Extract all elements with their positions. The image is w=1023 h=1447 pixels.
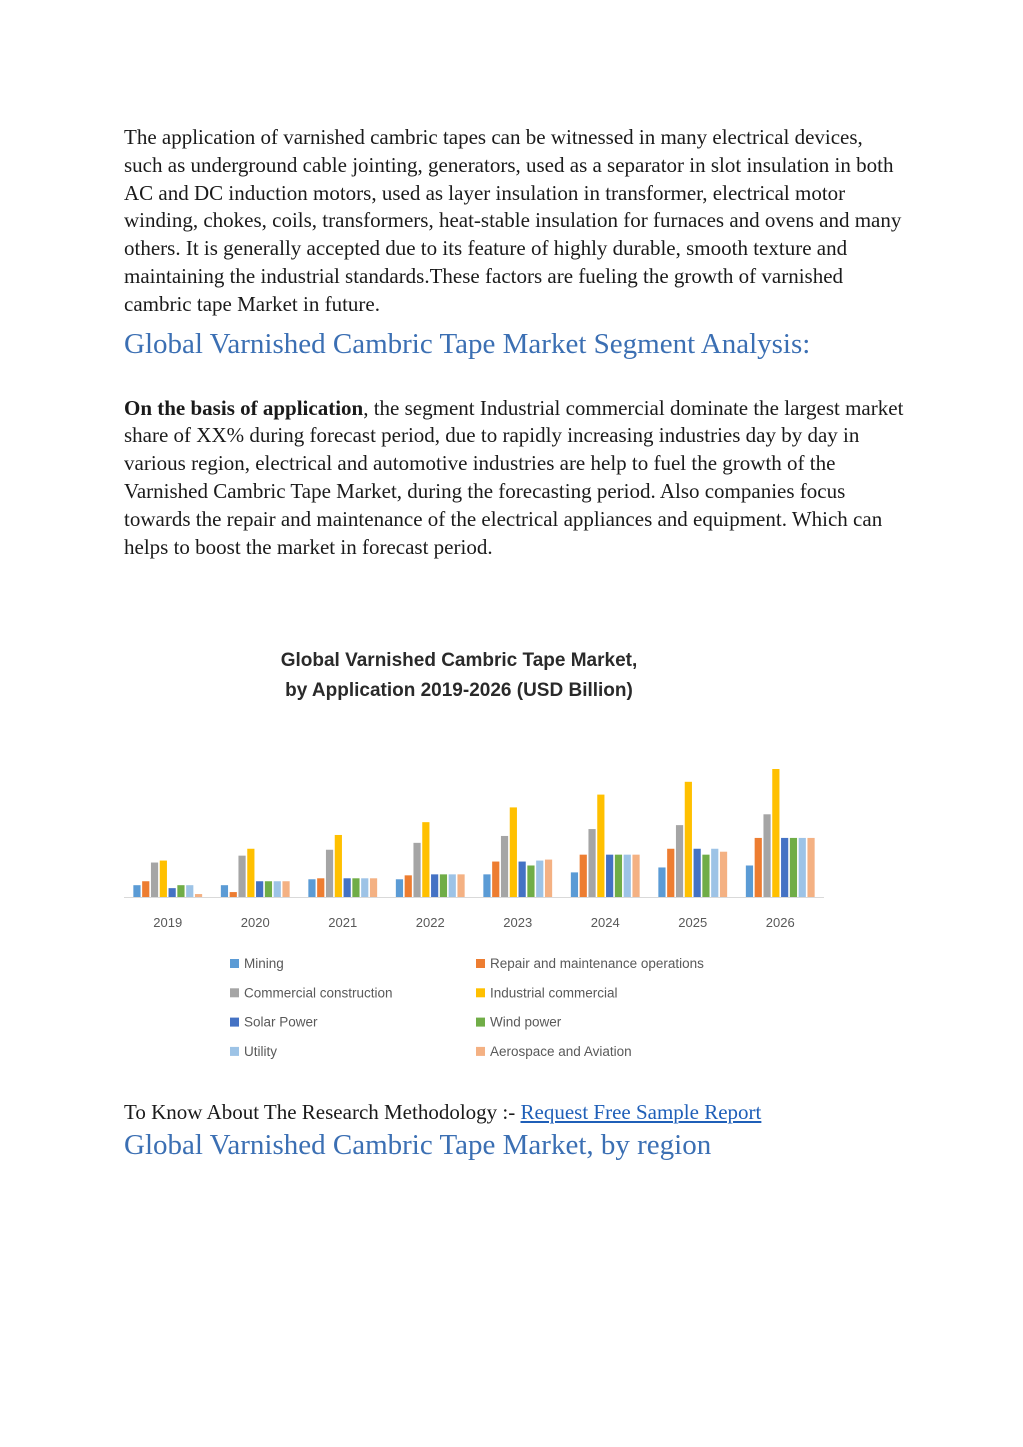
bar-2026-2: [763, 814, 770, 897]
bar-2021-3: [335, 835, 342, 897]
region-heading: Global Varnished Cambric Tape Market, by region: [124, 1129, 712, 1161]
x-tick-label: 2025: [678, 915, 708, 930]
legend-swatch: [476, 1018, 485, 1027]
legend-label: Industrial commercial: [490, 985, 618, 1001]
bar-2024-5: [615, 855, 622, 897]
bar-2022-2: [413, 843, 420, 897]
bar-2019-3: [160, 861, 167, 897]
bar-2026-6: [799, 838, 806, 897]
legend-swatch: [230, 1047, 239, 1056]
bar-2023-1: [492, 862, 499, 897]
bar-2021-0: [308, 879, 315, 897]
bar-2024-3: [597, 795, 604, 897]
legend-label: Mining: [244, 956, 284, 971]
methodology-prefix: To Know About The Research Methodology :-: [124, 1100, 521, 1124]
legend-swatch: [230, 1018, 239, 1027]
application-text: , the segment Industrial commercial dominate the largest market share of XX% during forecast period, due to rapidly increasing industries day by day in various region, electrical and automotive industries are help to fuel the growth of the Varnished Cambric Tape Market, during the forecasting period. Also companies focus towards the repair and maintenance of the electrical appliances and equipment. Which can helps to boost the market in forecast period.: [124, 395, 904, 559]
x-tick-label: 2022: [415, 915, 445, 930]
bar-2023-4: [519, 862, 526, 897]
bar-2026-3: [772, 769, 779, 897]
bar-2022-1: [405, 875, 412, 897]
bar-2020-5: [265, 881, 272, 897]
bar-2019-4: [169, 888, 176, 897]
bar-2021-7: [370, 878, 377, 897]
bar-2020-4: [256, 881, 263, 897]
bar-2021-2: [326, 850, 333, 897]
methodology-line: [124, 1098, 761, 1126]
document-body: [124, 124, 904, 561]
bar-2020-2: [238, 856, 245, 897]
bar-2019-1: [142, 881, 149, 897]
bar-2022-7: [457, 874, 464, 897]
bar-2025-1: [667, 849, 674, 897]
bar-2021-6: [361, 878, 368, 897]
application-lead: On the basis of application: [124, 395, 364, 420]
legend-label: Solar Power: [244, 1014, 318, 1030]
bar-2024-6: [624, 855, 631, 897]
bar-2020-0: [221, 885, 228, 897]
application-paragraph: [124, 395, 904, 562]
chart-plot: [124, 640, 904, 1080]
legend-swatch: [230, 959, 239, 968]
bar-2021-1: [317, 878, 324, 897]
bar-2024-0: [571, 872, 578, 897]
legend-label: Utility: [244, 1043, 277, 1059]
bar-2023-7: [545, 860, 552, 897]
bar-2023-5: [527, 865, 534, 897]
bar-2024-7: [632, 855, 639, 897]
x-tick-label: 2026: [765, 915, 795, 930]
bar-2025-0: [658, 867, 665, 897]
legend-swatch: [230, 988, 239, 997]
legend-label: Aerospace and Aviation: [490, 1043, 632, 1059]
x-tick-label: 2020: [240, 915, 270, 930]
chart-title-line1: Global Varnished Cambric Tape Market,: [280, 650, 638, 671]
x-tick-label: 2019: [153, 915, 183, 930]
application-chart: [124, 640, 904, 1080]
bar-2022-5: [440, 874, 447, 897]
bar-2025-6: [711, 849, 718, 897]
x-tick-label: 2021: [328, 915, 358, 930]
bar-2023-0: [483, 874, 490, 897]
legend-swatch: [476, 988, 485, 997]
bar-2023-6: [536, 861, 543, 897]
bar-2023-2: [501, 836, 508, 897]
bar-2023-3: [510, 807, 517, 897]
legend-swatch: [476, 1047, 485, 1056]
bar-2026-1: [755, 838, 762, 897]
chart-title-line2: by Application 2019-2026 (USD Billion): [285, 680, 633, 701]
bar-2022-6: [449, 874, 456, 897]
bar-2020-6: [274, 881, 281, 897]
bar-2019-0: [133, 885, 140, 897]
bar-2025-5: [702, 855, 709, 897]
bar-2025-2: [676, 825, 683, 897]
x-tick-label: 2024: [590, 915, 620, 930]
bar-2019-5: [177, 885, 184, 897]
bar-2025-4: [694, 849, 701, 897]
bar-2022-3: [422, 822, 429, 897]
bar-2020-1: [230, 892, 237, 897]
bar-2019-2: [151, 863, 158, 897]
bar-2022-4: [431, 874, 438, 897]
segment-analysis-heading: Global Varnished Cambric Tape Market Segment Analysis:: [124, 327, 811, 360]
legend-label: Repair and maintenance operations: [490, 956, 704, 971]
legend-label: Wind power: [490, 1014, 562, 1030]
bar-2026-7: [807, 838, 814, 897]
request-sample-link[interactable]: Request Free Sample Report: [520, 1100, 762, 1124]
bar-2024-1: [580, 855, 587, 897]
legend-label: Commercial construction: [244, 985, 393, 1001]
bar-2019-6: [186, 885, 193, 897]
bar-2024-2: [588, 829, 595, 897]
bar-2019-7: [195, 894, 202, 897]
bar-2021-5: [352, 878, 359, 897]
intro-paragraph: The application of varnished cambric tapes can be witnessed in many electrical devices, such as underground cable jointing, generators, used as a separator in slot insulation in both AC and DC induction motors, used as layer insulation in transformer, electrical motor winding, chokes, coils, transformers, heat-stable insulation for furnaces and ovens and many others. It is generally accepted due to its feature of highly durable, smooth texture and maintaining the industrial standards.These factors are fueling the growth of varnished cambric tape Market in future.: [124, 125, 902, 316]
bar-2025-3: [685, 782, 692, 897]
legend-swatch: [476, 959, 485, 968]
bar-2025-7: [720, 852, 727, 897]
bar-2026-0: [746, 865, 753, 897]
bar-2026-5: [790, 838, 797, 897]
bar-2026-4: [781, 838, 788, 897]
bar-2024-4: [606, 855, 613, 897]
x-tick-label: 2023: [503, 915, 533, 930]
bar-2022-0: [396, 879, 403, 897]
bar-2020-3: [247, 849, 254, 897]
bar-2021-4: [344, 878, 351, 897]
bar-2020-7: [282, 881, 289, 897]
